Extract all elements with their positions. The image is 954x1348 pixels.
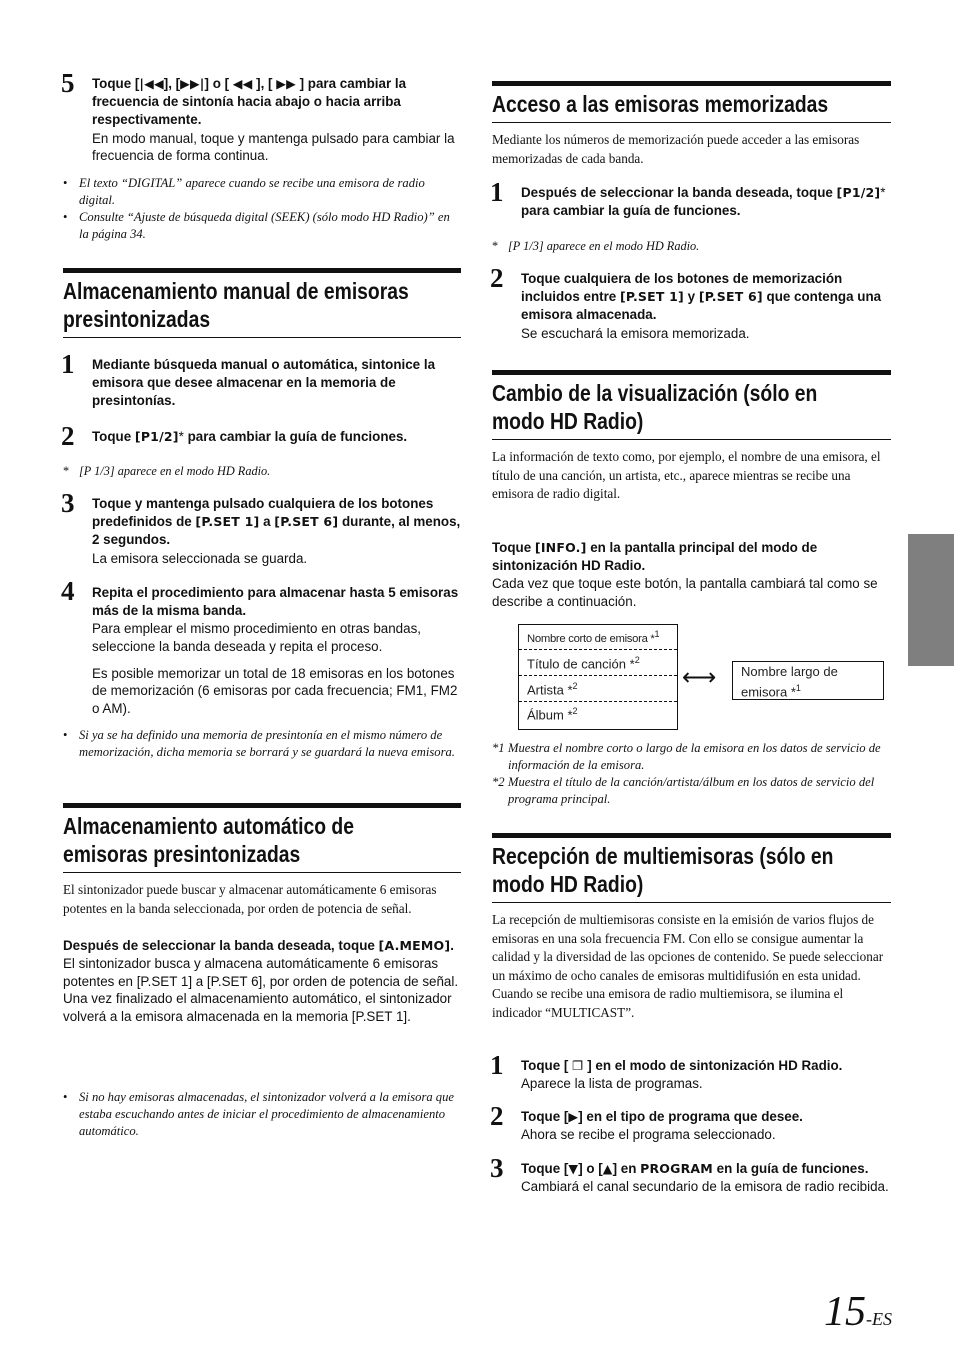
long-name-box — [732, 661, 884, 700]
step-3 — [521, 1160, 891, 1196]
note-item: Si ya se ha definido una memoria de presintonía en el mismo número de memorización, dicha memoria se borrará y se guardará la nueva emisora. — [79, 728, 455, 759]
row-text: Título de canción * — [527, 656, 635, 672]
note-item: Si no hay emisoras almacenadas, el sintonizador volverá a la emisora que estaba escuchando antes de iniciar el procedimiento de almacenamiento automático. — [79, 1090, 454, 1138]
step-text: Repita el procedimiento para almacenar hasta 5 emisoras más de la misma banda. — [92, 585, 459, 619]
footnote: * [P 1/3] aparece en el modo HD Radio. — [492, 238, 891, 255]
step-body: En modo manual, toque y mantenga pulsado para cambiar la frecuencia de forma continua. — [92, 130, 455, 164]
row-text: emisora * — [741, 684, 796, 700]
heading-line: emisoras presintonizadas — [63, 841, 301, 867]
page-number-value: 15 — [824, 1289, 866, 1335]
step-text: ] para cambiar la frecuencia de sintonía hacia abajo o hacia arriba respectivamente. — [92, 76, 407, 128]
instruction-block — [63, 937, 461, 1025]
step-text: ] en — [612, 1161, 641, 1176]
diagram-row — [519, 655, 677, 671]
section-heading — [492, 833, 891, 903]
step-number: 1 — [490, 1050, 504, 1080]
row-text: Artista * — [527, 682, 573, 698]
step-text: Toque cualquiera de los botones de memorización incluidos entre — [521, 271, 843, 305]
step-2 — [521, 1108, 891, 1144]
row-sup: 1 — [795, 683, 801, 693]
step-text: Toque [ — [92, 76, 140, 91]
step-number: 3 — [61, 488, 75, 518]
footnote-text: [P 1/3] aparece en el modo HD Radio. — [508, 239, 700, 253]
prev-seek-icon: |◀◀ — [139, 76, 164, 91]
step-number: 2 — [490, 1101, 504, 1131]
instruction-text: Toque — [492, 540, 535, 555]
footnote: * [P 1/3] aparece en el modo HD Radio. — [63, 463, 461, 480]
instruction-body: Cada vez que toque este botón, la pantalla cambiará tal como se describe a continuación. — [492, 576, 878, 609]
footnote-mark: * — [178, 429, 184, 444]
heading-line: Almacenamiento manual de emisoras — [63, 278, 409, 304]
pset1-button-label: [P.SET 1] — [195, 514, 260, 530]
instruction-body: Una vez finalizado el almacenamiento automático, el sintonizador volverá a la emisora almacenada en la memoria [P.SET 1]. — [63, 991, 452, 1024]
row-text: Nombre corto de emisora * — [527, 632, 655, 645]
step-body: Para emplear el mismo procedimiento en otras bandas, seleccione la banda deseada y repita el proceso. — [92, 621, 421, 654]
step-1 — [521, 184, 891, 220]
program-list-icon: ❐ — [572, 1058, 584, 1073]
p12-button-label: [P1/2] — [134, 429, 179, 444]
row-sup: 2 — [572, 681, 578, 691]
step-5 — [92, 75, 462, 165]
heading-line: Cambio de la visualización (sólo en — [492, 380, 818, 406]
intro-paragraph: Cuando se recibe una emisora de radio multiemisora, se ilumina el indicador “MULTICAST”. — [492, 986, 844, 1020]
step-text: ] o [ — [578, 1161, 603, 1176]
step-number: 2 — [61, 421, 75, 451]
heading-line: presintonizadas — [63, 306, 211, 332]
page-number — [824, 1288, 892, 1343]
diagram-row — [519, 681, 677, 697]
note-item: Consulte “Ajuste de búsqueda digital (SEEK) (sólo modo HD Radio)” en la página 34. — [79, 210, 450, 241]
next-seek-icon: ▶▶| — [180, 76, 205, 91]
dashed-divider — [519, 675, 677, 676]
up-arrow-icon: ▲ — [602, 1161, 613, 1176]
footnote-text: Muestra el nombre corto o largo de la emisora en los datos de servicio de información de la emisora. — [508, 741, 881, 772]
play-icon: ▶ — [568, 1109, 579, 1124]
step-text: ] o [ — [204, 76, 233, 91]
section-heading — [63, 803, 461, 873]
dashed-divider — [519, 701, 677, 702]
step-text: Toque [ — [521, 1109, 569, 1124]
note-list: • El texto “DIGITAL” aparece cuando se recibe una emisora de radio digital. • Consulte “Ajuste de búsqueda digital (SEEK) (sólo modo HD Radio)” en la página 34. — [63, 175, 461, 243]
step-text: durante, al menos, 2 segundos. — [92, 514, 461, 548]
row-sup: 1 — [654, 629, 660, 639]
heading-line: modo HD Radio) — [492, 408, 644, 434]
pset6-button-label: [P.SET 6] — [698, 289, 763, 305]
step-body: Ahora se recibe el programa seleccionado. — [521, 1127, 776, 1143]
step-body: Se escuchará la emisora memorizada. — [521, 325, 750, 341]
note-item: El texto “DIGITAL” aparece cuando se recibe una emisora de radio digital. — [79, 176, 425, 207]
display-cycle-box — [518, 624, 678, 730]
step-number: 4 — [61, 576, 75, 606]
step-body: La emisora seleccionada se guarda. — [92, 550, 308, 566]
pset6-button-label: [P.SET 6] — [274, 514, 339, 530]
step-text: Después de seleccionar la banda deseada, toque — [521, 185, 837, 200]
p12-button-label: [P1/2] — [836, 185, 881, 200]
step-text: en la guía de funciones. — [712, 1161, 869, 1176]
section-intro: Mediante los números de memorización puede acceder a las emisoras memorizadas de cada banda. — [492, 132, 860, 166]
instruction-text: . — [450, 938, 455, 953]
section-intro — [492, 911, 891, 1022]
step-text: y — [683, 289, 699, 305]
footnote-mark: *1 — [492, 741, 505, 755]
step-text: ] en el tipo de programa que desee. — [578, 1109, 803, 1124]
section-heading — [492, 370, 891, 440]
pset1-button-label: [P.SET 1] — [619, 289, 684, 305]
heading-line: Almacenamiento automático de — [63, 813, 354, 839]
step-number: 3 — [490, 1153, 504, 1183]
forward-icon: ▶▶ — [276, 76, 296, 91]
section-intro: El sintonizador puede buscar y almacenar automáticamente 6 emisoras potentes en la banda seleccionada, por orden de potencia de señal. — [63, 882, 437, 916]
footnote — [492, 740, 891, 774]
instruction-body: El sintonizador busca y almacena automáticamente 6 emisoras potentes en [P.SET 1] a [P.SET 6], por orden de potencia de señal. — [63, 956, 459, 989]
footnote-text: Muestra el título de la canción/artista/álbum en los datos de servicio del programa principal. — [508, 775, 875, 806]
step-body: Aparece la lista de programas. — [521, 1076, 703, 1092]
instruction-block — [492, 539, 891, 610]
step-text: que contenga una emisora almacenada. — [521, 289, 882, 323]
note-list: • Si no hay emisoras almacenadas, el sintonizador volverá a la emisora que estaba escuchando antes de iniciar el procedimiento de almacenamiento automático. — [63, 1089, 461, 1140]
step-text: a — [259, 514, 275, 530]
step-text: para cambiar la guía de funciones. — [521, 203, 741, 219]
note-list: • Si ya se ha definido una memoria de presintonía en el mismo número de memorización, dicha memoria se borrará y se guardará la nueva emisora. — [63, 727, 461, 761]
section-heading — [63, 268, 461, 338]
step-text: ], [ — [163, 76, 181, 91]
down-arrow-icon: ▼ — [568, 1161, 579, 1176]
heading-line: modo HD Radio) — [492, 871, 644, 897]
section-heading — [492, 81, 891, 123]
section-intro: La información de texto como, por ejemplo, el nombre de una emisora, el título de una canción, un artista, etc., aparece mientras se recibe una emisora de radio digital. — [492, 449, 881, 501]
amemo-button-label: [A.MEMO] — [378, 938, 451, 953]
step-number: 2 — [490, 263, 504, 293]
row-text: Álbum * — [527, 707, 573, 723]
step-number: 1 — [490, 177, 504, 207]
step-2 — [521, 270, 891, 342]
step-4 — [92, 584, 462, 717]
diagram-row — [733, 663, 883, 700]
diagram-row — [519, 706, 677, 722]
step-text: ], [ — [252, 76, 277, 91]
step-3 — [92, 495, 462, 567]
heading-line: Acceso a las emisoras memorizadas — [492, 91, 829, 117]
footnote-mark: *2 — [492, 775, 505, 789]
step-body: Cambiará el canal secundario de la emisora de radio recibida. — [521, 1179, 889, 1195]
footnote — [492, 774, 891, 808]
step-1-text: Mediante búsqueda manual o automática, sintonice la emisora que desee almacenar en la memoria de presintonías. — [92, 357, 436, 409]
step-1 — [521, 1057, 891, 1093]
step-body: Es posible memorizar un total de 18 emisoras en los botones de memorización (6 emisoras por cada frecuencia; FM1, FM2 o AM). — [92, 665, 458, 716]
intro-paragraph: La recepción de multiemisoras consiste en la emisión de varios flujos de emisoras en una sola frecuencia FM. Con ello se consigue aumentar la calidad y la diversidad de las opciones de contenido. Se puede seleccionar un máximo de ocho canales de emisoras multidifusión en esta unidad. — [492, 912, 884, 983]
step-text: Toque [ — [521, 1058, 573, 1073]
side-tab — [908, 534, 954, 666]
row-sup: 2 — [572, 706, 578, 716]
double-arrow-icon: ⟷ — [682, 663, 717, 691]
dashed-divider — [519, 649, 677, 650]
page-suffix: -ES — [866, 1309, 892, 1329]
step-text: Toque y mantenga pulsado cualquiera de los botones predefinidos de — [92, 496, 434, 530]
row-text: Nombre largo de — [741, 664, 838, 679]
instruction-text: en la pantalla principal del modo de sintonización HD Radio. — [492, 540, 818, 573]
instruction-text: Después de seleccionar la banda deseada, toque — [63, 938, 379, 953]
step-text: ] en el modo de sintonización HD Radio. — [583, 1058, 843, 1073]
step-number: 5 — [61, 68, 75, 98]
row-sup: 2 — [634, 655, 640, 665]
step-text: Toque [ — [521, 1161, 569, 1176]
footnote-text: [P 1/3] aparece en el modo HD Radio. — [79, 464, 271, 478]
info-button-label: [INFO.] — [534, 540, 587, 555]
footnote-mark: * — [880, 185, 886, 200]
diagram-row — [519, 629, 677, 645]
step-number: 1 — [61, 349, 75, 379]
step-text: para cambiar la guía de funciones. — [183, 429, 408, 444]
heading-line: Recepción de multiemisoras (sólo en — [492, 843, 834, 869]
step-text: Toque — [92, 429, 135, 444]
program-label: PROGRAM — [640, 1161, 713, 1176]
rewind-icon: ◀◀ — [232, 76, 253, 91]
step-2 — [92, 428, 462, 446]
